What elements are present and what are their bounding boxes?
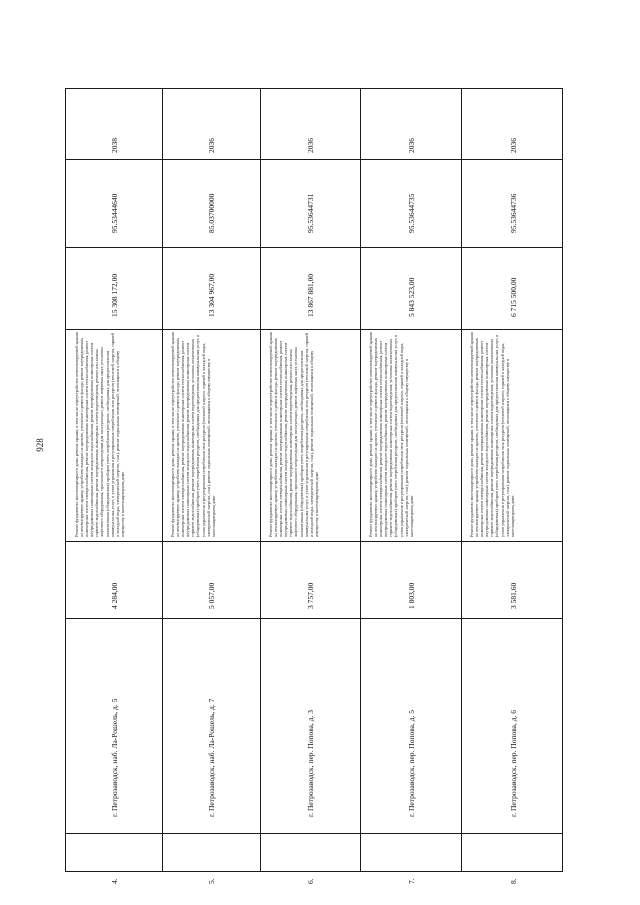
works-cell: Ремонт фундамента многоквартирного дома, ремонт крыши, в том числе переустройство невентилируемой крыши на вентилируемую крышу, устройство выходов на кровлю, утепление и ремонт фасада, ремонт внутридомовых инженерных систем электроснабжения, ремонт внутридомовых инженерных систем теплоснабжения, ремонт внутридомовых инженерных систем холодного водоснабжения, ремонт внутридомовых инженерных систем горячего водоснабжения, ремонт внутридомовых инженерных систем водоотведения, ремонт или замена лифтового оборудования, признанного непригодным для эксплуатации, ремонт лифтовых шахт, установка коллективных (общедомовых) приборов учета потребления ресурсов, необходимых для предоставления коммунальных услуг, и узлов управления и регулирования потребления этих ресурсов (тепловой энергии, горячей и холодной воды, электрической энергии, газа), ремонт подвальных помещений, относящихся к общему имуществу в многоквартирном доме <box>74 332 125 537</box>
code-cell: 95.53444640 <box>110 193 119 233</box>
address-cell: г. Петрозаводск, пер. Попова, д. 6 <box>508 709 518 817</box>
code-cell: 95.53644736 <box>508 193 518 233</box>
area-cell: 3 581,60 <box>508 582 518 609</box>
code-cell: 95.53644731 <box>306 193 315 233</box>
table-row <box>162 89 260 884</box>
area-cell: 4 284,00 <box>110 582 119 609</box>
cost-cell: 5 843 523,00 <box>406 277 416 317</box>
table-row <box>461 89 564 884</box>
address-cell: г. Петрозаводск, пер. Попова, д. 5 <box>406 709 416 817</box>
area-cell: 1 803,00 <box>406 582 416 609</box>
code-cell: 95.53644735 <box>406 193 416 233</box>
row-number-cell: 8. <box>508 878 518 884</box>
table-row <box>360 89 461 884</box>
table-row <box>260 89 360 884</box>
year-cell: 2036 <box>306 138 315 153</box>
area-cell: 3 757,00 <box>306 582 315 609</box>
cost-cell: 13 304 967,00 <box>207 273 216 317</box>
works-cell: Ремонт фундамента многоквартирного дома, ремонт крыши, в том числе переустройство невентилируемой крыши на вентилируемую крышу, устройство выходов на кровлю, утепление и ремонт фасада, ремонт внутридомовых инженерных систем электроснабжения, ремонт внутридомовых инженерных систем теплоснабжения, ремонт внутридомовых инженерных систем холодного водоснабжения, ремонт внутридомовых инженерных систем горячего водоснабжения, ремонт внутридомовых инженерных систем водоотведения, установка коллективных (общедомовых) приборов учета потребления ресурсов, необходимых для предоставления коммунальных услуг, и узлов управления и регулирования потребления этих ресурсов (тепловой энергии, горячей и холодной воды, электрической энергии, газа), ремонт подвальных помещений, относящихся к общему имуществу в многоквартирном доме <box>368 332 414 537</box>
row-number-cell: 7. <box>406 878 416 884</box>
year-cell: 2036 <box>508 138 518 153</box>
works-cell: Ремонт фундамента многоквартирного дома, ремонт крыши, в том числе переустройство невентилируемой крыши на вентилируемую крышу, устройство выходов на кровлю, утепление и ремонт фасада, ремонт внутридомовых инженерных систем электроснабжения, ремонт внутридомовых инженерных систем теплоснабжения, ремонт внутридомовых инженерных систем холодного водоснабжения, ремонт внутридомовых инженерных систем горячего водоснабжения, ремонт внутридомовых инженерных систем водоотведения, установка коллективных (общедомовых) приборов учета потребления ресурсов, необходимых для предоставления коммунальных услуг, и узлов управления и регулирования потребления этих ресурсов (тепловой энергии, горячей и холодной воды, электрической энергии, газа), ремонт подвальных помещений, относящихся к общему имуществу в многоквартирном доме <box>170 332 216 537</box>
area-cell: 5 057,00 <box>207 582 216 609</box>
row-number-cell: 5. <box>207 878 216 884</box>
year-cell: 2036 <box>406 138 416 153</box>
cost-cell: 13 867 881,00 <box>306 273 315 317</box>
row-number-cell: 4. <box>110 878 119 884</box>
cost-cell: 6 715 500,00 <box>508 277 518 317</box>
table-row <box>66 89 162 884</box>
works-cell: Ремонт фундамента многоквартирного дома, ремонт крыши, в том числе переустройство невентилируемой крыши на вентилируемую крышу, устройство выходов на кровлю, утепление и ремонт фасада, ремонт внутридомовых инженерных систем электроснабжения, ремонт внутридомовых инженерных систем теплоснабжения, ремонт внутридомовых инженерных систем холодного водоснабжения, ремонт внутридомовых инженерных систем горячего водоснабжения, ремонт внутридомовых инженерных систем водоотведения, ремонт или замена лифтового оборудования, признанного непригодным для эксплуатации, ремонт лифтовых шахт, установка коллективных (общедомовых) приборов учета потребления ресурсов, необходимых для предоставления коммунальных услуг, и узлов управления и регулирования потребления этих ресурсов (тепловой энергии, горячей и холодной воды, электрической энергии, газа), ремонт подвальных помещений, относящихся к общему имуществу в многоквартирном доме <box>268 332 319 537</box>
address-cell: г. Петрозаводск, наб. Ла-Рошель, д. 5 <box>110 698 119 817</box>
works-cell: Ремонт фундамента многоквартирного дома, ремонт крыши, в том числе переустройство невентилируемой крыши на вентилируемую крышу, устройство выходов на кровлю, утепление и ремонт фасада, ремонт внутридомовых инженерных систем электроснабжения, ремонт внутридомовых инженерных систем теплоснабжения, ремонт внутридомовых инженерных систем холодного водоснабжения, ремонт внутридомовых инженерных систем горячего водоснабжения, ремонт внутридомовых инженерных систем водоотведения, установка коллективных (общедомовых) приборов учета потребления ресурсов, необходимых для предоставления коммунальных услуг, и узлов управления и регулирования потребления этих ресурсов (тепловой энергии, горячей и холодной воды, электрической энергии, газа), ремонт подвальных помещений, относящихся к общему имуществу в многоквартирном доме <box>469 332 515 537</box>
code-cell: 85.03700000 <box>207 193 216 233</box>
rotated-table <box>65 88 563 884</box>
page-number: 928 <box>35 438 45 452</box>
row-number-cell: 6. <box>306 878 315 884</box>
address-cell: г. Петрозаводск, наб. Ла-Рошель, д. 7 <box>207 698 216 817</box>
cost-cell: 15 308 172,00 <box>110 273 119 317</box>
year-cell: 2038 <box>110 138 119 153</box>
year-cell: 2036 <box>207 138 216 153</box>
address-cell: г. Петрозаводск, пер. Попова, д. 3 <box>306 709 315 817</box>
